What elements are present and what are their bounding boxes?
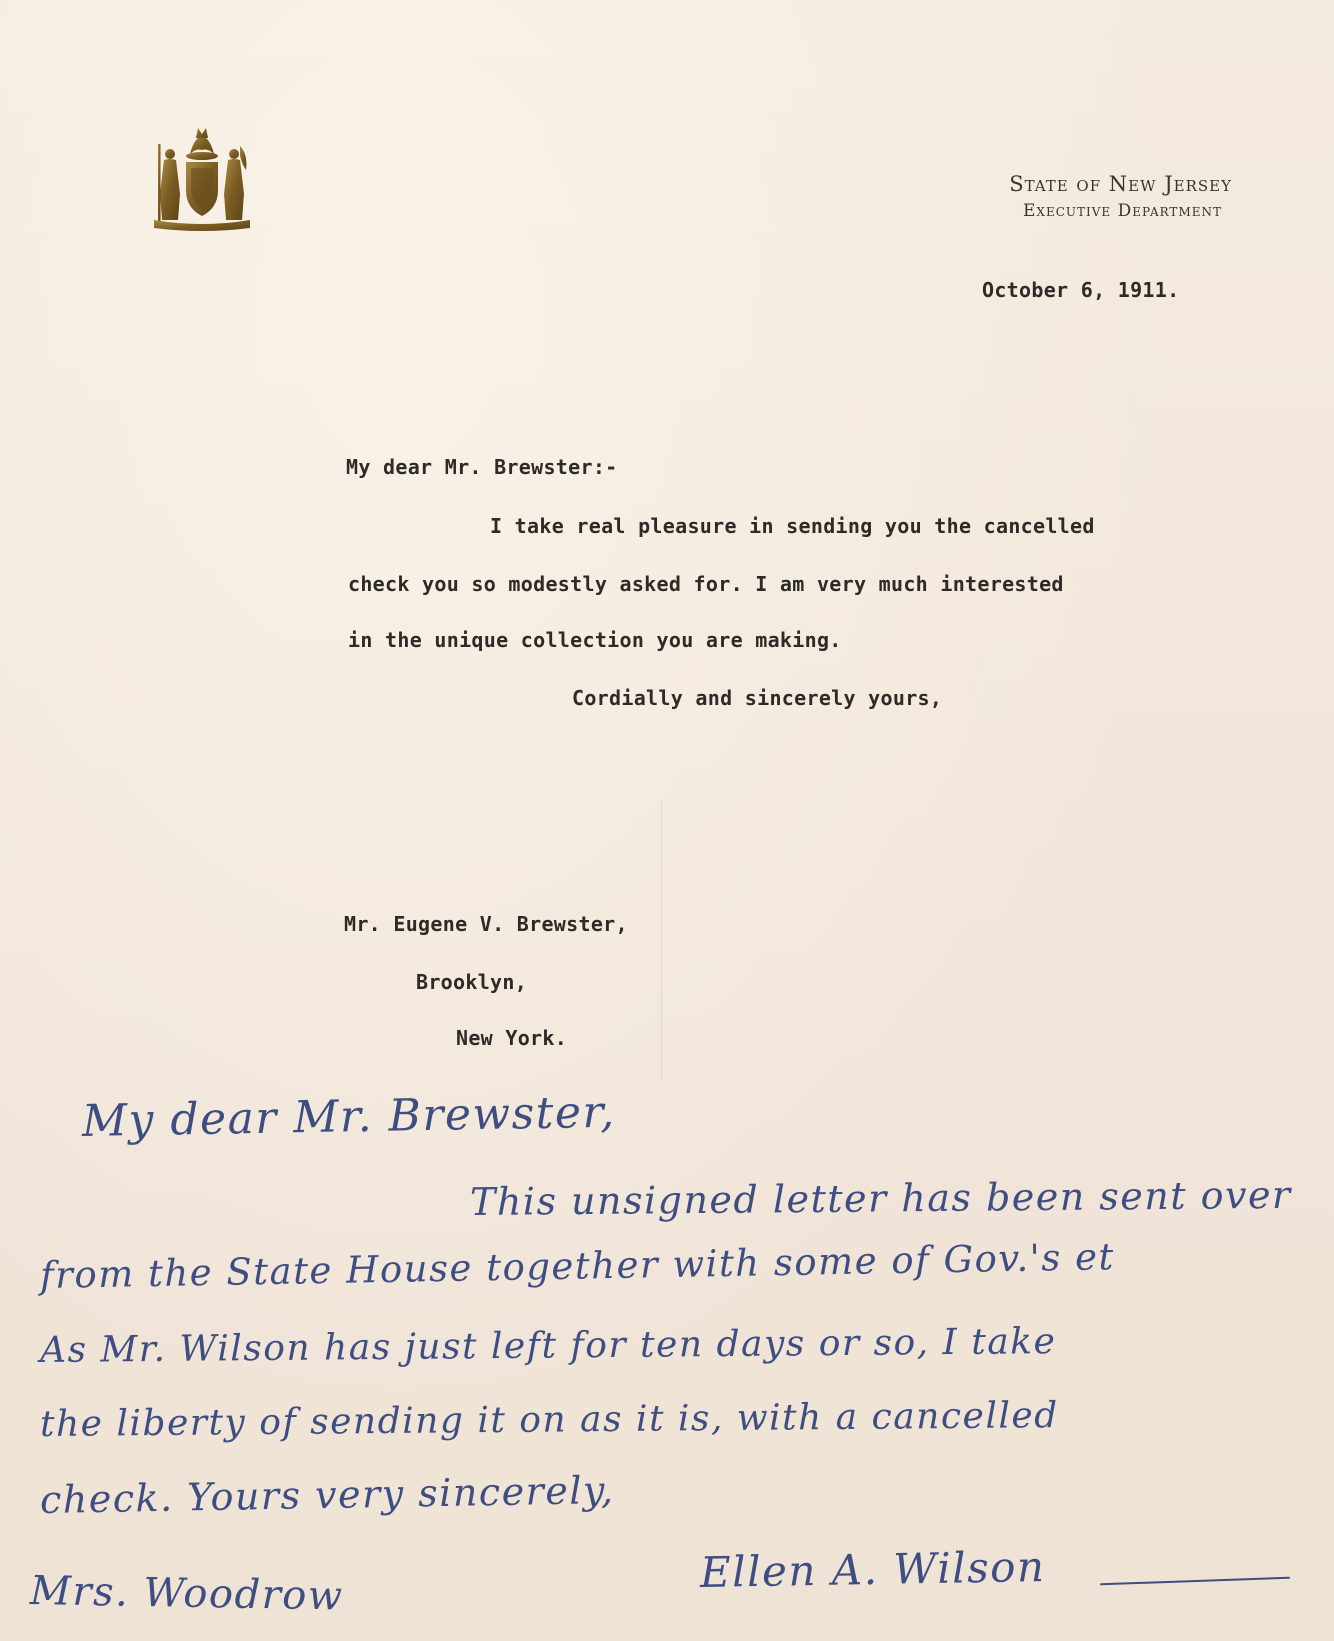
letterhead-state: State of New Jersey	[1009, 172, 1232, 196]
letter-salutation: My dear Mr. Brewster:-	[346, 455, 618, 479]
handwritten-line: check. Yours very sincerely,	[39, 1467, 615, 1522]
handwritten-line: the liberty of sending it on as it is, with a cancelled	[39, 1395, 1059, 1445]
address-line: Brooklyn,	[416, 970, 528, 994]
letter-date: October 6, 1911.	[982, 278, 1180, 302]
letter-closing: Cordially and sincerely yours,	[572, 686, 943, 710]
letter-body-line: I take real pleasure in sending you the cancelled	[490, 514, 1095, 538]
letterhead	[1009, 170, 1232, 224]
handwritten-line: This unsigned letter has been sent over	[469, 1172, 1292, 1224]
address-line: Mr. Eugene V. Brewster,	[344, 912, 628, 936]
signature-flourish	[1100, 1577, 1290, 1586]
letter-body-line: check you so modestly asked for. I am very much interested	[348, 572, 1064, 596]
address-line: New York.	[456, 1026, 568, 1050]
handwritten-salutation: My dear Mr. Brewster,	[81, 1086, 617, 1147]
letter-body-line: in the unique collection you are making.	[348, 628, 842, 652]
handwritten-line: from the State House together with some of Gov.'s et	[39, 1235, 1116, 1297]
state-seal-icon	[148, 124, 256, 232]
handwritten-line: As Mr. Wilson has just left for ten days or so, I take	[39, 1321, 1057, 1371]
letterhead-department: Executive Department	[1023, 201, 1222, 221]
paper-crease	[661, 800, 662, 1080]
handwritten-signature: Ellen A. Wilson	[699, 1541, 1046, 1597]
handwritten-title: Mrs. Woodrow	[29, 1568, 345, 1620]
